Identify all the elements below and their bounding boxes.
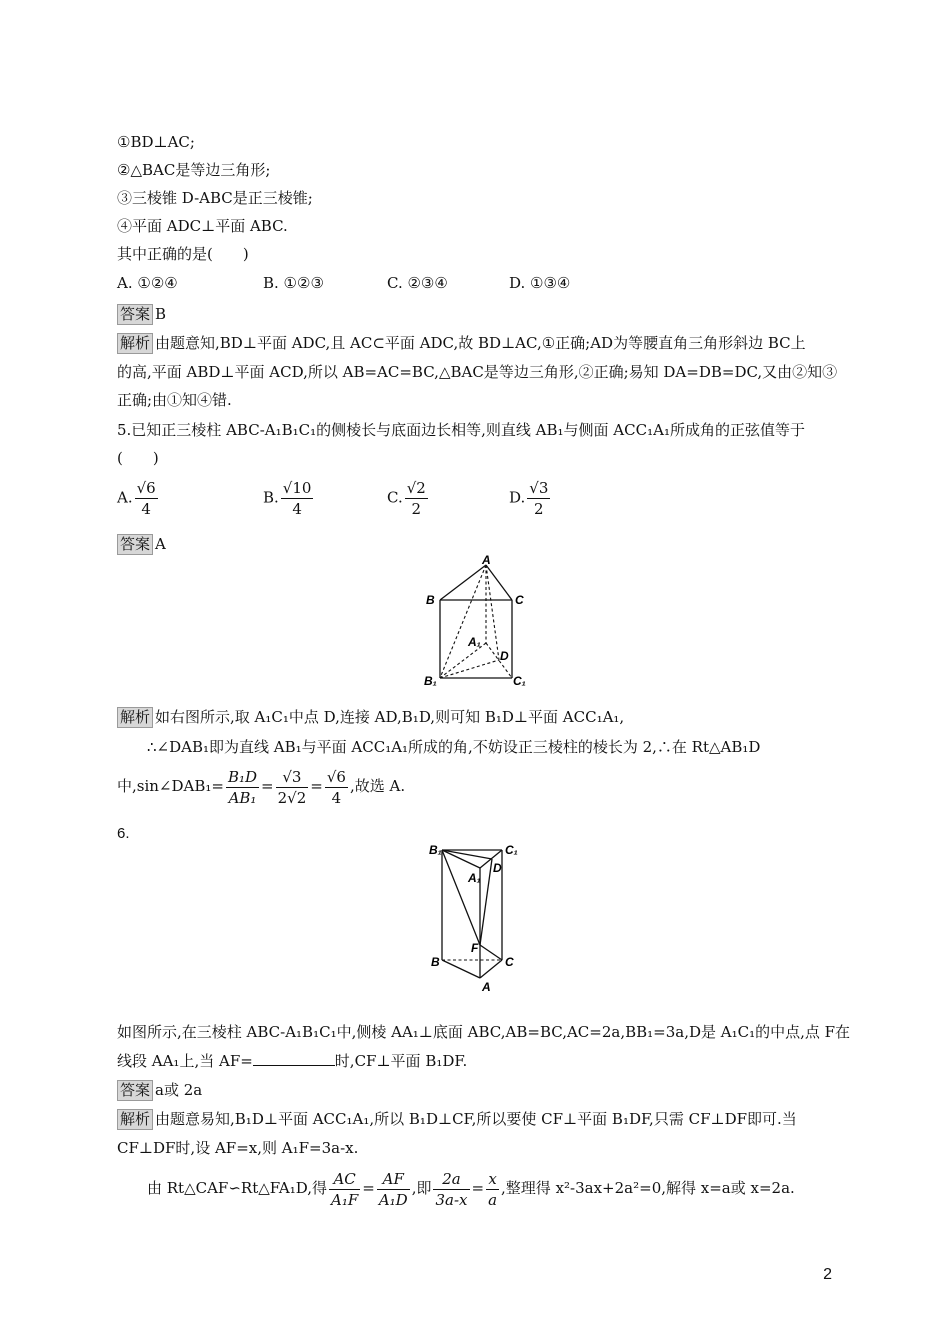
q5-answer-tag: 答案 xyxy=(117,534,153,555)
q6-analysis-tag: 解析 xyxy=(117,1109,153,1130)
q6-analysis-text: 由题意易知,B₁D⊥平面 ACC₁A₁,所以 B₁D⊥CF,所以要使 CF⊥平面 B₁DF,只需 CF⊥DF即可.当 xyxy=(155,1110,797,1128)
q6-label-B1: B₁ xyxy=(429,843,442,857)
q5-frac2-num: √3 xyxy=(276,767,309,788)
q5-option-a-den: 4 xyxy=(141,500,151,518)
label-D: D xyxy=(500,649,509,663)
q5-frac1-den: AB₁ xyxy=(228,788,257,807)
label-C: C xyxy=(515,593,524,607)
q5-frac1-num: B₁D xyxy=(227,767,258,786)
q5-option-d-den: 2 xyxy=(534,500,544,518)
q5-option-b-num: √10 xyxy=(282,479,312,497)
q5-analysis-text: 如右图所示,取 A₁C₁中点 D,连接 AD,B₁D,则可知 B₁D⊥平面 ACC₁A₁, xyxy=(155,708,625,726)
label-B1: B₁ xyxy=(424,674,437,688)
analysis-line-2: 的高,平面 ABD⊥平面 ACD,所以 AB=AC=BC,△BAC是等边三角形,②正确;易知 DA=DB=DC,又由②知③ xyxy=(117,363,838,381)
label-B: B xyxy=(426,593,435,607)
q5-stem: 5.已知正三棱柱 ABC-A₁B₁C₁的侧棱长与底面边长相等,则直线 AB₁与侧面 ACC₁A₁所成角的正弦值等于 xyxy=(117,421,805,439)
q5-option-b-den: 4 xyxy=(292,500,302,518)
analysis-line-3: 正确;由①知④错. xyxy=(117,391,232,409)
q6-similar-text: 由 Rt△CAF∽Rt△FA₁D,得 xyxy=(147,1179,327,1197)
label-A: A xyxy=(482,555,491,567)
q5-prism-figure xyxy=(420,555,530,690)
q6-conclusion: ,整理得 x²-3ax+2a²=0,解得 x=a或 x=2a. xyxy=(501,1179,795,1197)
q6-frac4-den: a xyxy=(488,1190,498,1209)
answer-value: B xyxy=(155,305,167,323)
q5-analysis-tag: 解析 xyxy=(117,707,153,728)
q5-eq-2: = xyxy=(310,777,323,795)
answer-blank[interactable] xyxy=(253,1051,335,1066)
q6-mid: ,即 xyxy=(411,1179,432,1197)
q6-stem-post: 时,CF⊥平面 B₁DF. xyxy=(334,1052,468,1070)
q5-option-a-num: √6 xyxy=(136,479,156,497)
q6-answer-tag: 答案 xyxy=(117,1080,153,1101)
q5-option-a xyxy=(117,478,160,519)
q5-option-c xyxy=(387,478,430,519)
q6-eq-1: = xyxy=(362,1179,375,1197)
q5-analysis-line-3 xyxy=(117,762,405,810)
q6-label-A: A xyxy=(482,980,491,994)
q5-option-c-den: 2 xyxy=(411,500,422,518)
option-b: B. ①②③ xyxy=(263,274,324,292)
statement-2: ②△BAC是等边三角形; xyxy=(117,161,271,179)
q5-frac2-den: 2√2 xyxy=(277,788,307,807)
answer-line xyxy=(117,303,166,325)
q5-option-a-label: A. xyxy=(117,488,133,507)
q6-frac3-num: 2a xyxy=(433,1169,469,1190)
q5-option-d xyxy=(509,478,552,519)
q5-answer-value: A xyxy=(155,535,166,553)
q6-frac1-den: A₁F xyxy=(330,1190,359,1209)
label-A1: A₁ xyxy=(468,635,481,649)
q6-analysis-line-3 xyxy=(147,1164,795,1212)
statement-4: ④平面 ADC⊥平面 ABC. xyxy=(117,217,288,235)
analysis-line-1 xyxy=(117,332,806,354)
q6-frac2-den: A₁D xyxy=(378,1190,408,1209)
statement-3: ③三棱锥 D-ABC是正三棱锥; xyxy=(117,189,313,207)
q5-frac3-den: 4 xyxy=(331,788,342,807)
q6-stem-pre: 线段 AA₁上,当 AF= xyxy=(117,1052,253,1070)
q6-frac2-num: AF xyxy=(377,1169,410,1190)
q5-stem-paren: ( ) xyxy=(117,449,159,467)
q5-option-d-num: √3 xyxy=(529,479,549,497)
label-C1: C₁ xyxy=(513,674,526,688)
q6-analysis-line-2: CF⊥DF时,设 AF=x,则 A₁F=3a-x. xyxy=(117,1139,359,1157)
analysis-tag: 解析 xyxy=(117,333,153,354)
answer-tag: 答案 xyxy=(117,304,153,325)
q6-answer-line xyxy=(117,1079,202,1101)
q6-frac3-den: 3a-x xyxy=(435,1190,468,1209)
q6-label-B: B xyxy=(431,955,440,969)
analysis-text: 由题意知,BD⊥平面 ADC,且 AC⊂平面 ADC,故 BD⊥AC,①正确;AD为等腰直角三角形斜边 BC上 xyxy=(155,334,806,352)
q5-sin-text: 中,sin∠DAB₁= xyxy=(117,777,224,795)
option-a: A. ①②④ xyxy=(117,274,178,292)
q6-eq-2: = xyxy=(471,1179,485,1197)
q6-prism-figure xyxy=(425,838,530,998)
q6-label-D: D xyxy=(493,861,502,875)
option-d: D. ①③④ xyxy=(509,274,571,292)
q6-label-A1: A₁ xyxy=(468,871,481,885)
q5-eq-1: = xyxy=(261,777,274,795)
q5-option-b-label: B. xyxy=(263,488,279,507)
q6-frac1-num: AC xyxy=(329,1169,360,1190)
q5-answer-line xyxy=(117,533,166,555)
q5-analysis-line-2: ∴∠DAB₁即为直线 AB₁与平面 ACC₁A₁所成的角,不妨设正三棱柱的棱长为 2,∴在 Rt△AB₁D xyxy=(147,738,761,756)
q6-frac4-num: x xyxy=(486,1169,499,1190)
q6-label-C1: C₁ xyxy=(505,843,518,857)
q6-label-C: C xyxy=(505,955,514,969)
q5-option-c-label: C. xyxy=(387,488,403,507)
q5-frac3-num: √6 xyxy=(326,767,346,786)
option-c: C. ②③④ xyxy=(387,274,448,292)
q5-option-d-label: D. xyxy=(509,488,526,507)
question-prompt: 其中正确的是( ) xyxy=(117,245,249,263)
statement-1: ①BD⊥AC; xyxy=(117,133,195,151)
q6-stem-line-2 xyxy=(117,1050,467,1072)
q6-number: 6. xyxy=(117,825,130,842)
q5-option-c-num: √2 xyxy=(406,479,426,497)
q6-answer-value: a或 2a xyxy=(155,1081,203,1099)
q6-stem: 如图所示,在三棱柱 ABC-A₁B₁C₁中,侧棱 AA₁⊥底面 ABC,AB=BC,AC=2a,BB₁=3a,D是 A₁C₁的中点,点 F在 xyxy=(117,1023,851,1041)
q6-analysis-line-1 xyxy=(117,1108,797,1130)
q5-conclusion: ,故选 A. xyxy=(349,777,406,795)
page-number: 2 xyxy=(823,1266,832,1283)
q6-label-F: F xyxy=(471,941,479,955)
q5-option-b xyxy=(263,478,315,519)
q5-analysis-line-1 xyxy=(117,706,624,728)
